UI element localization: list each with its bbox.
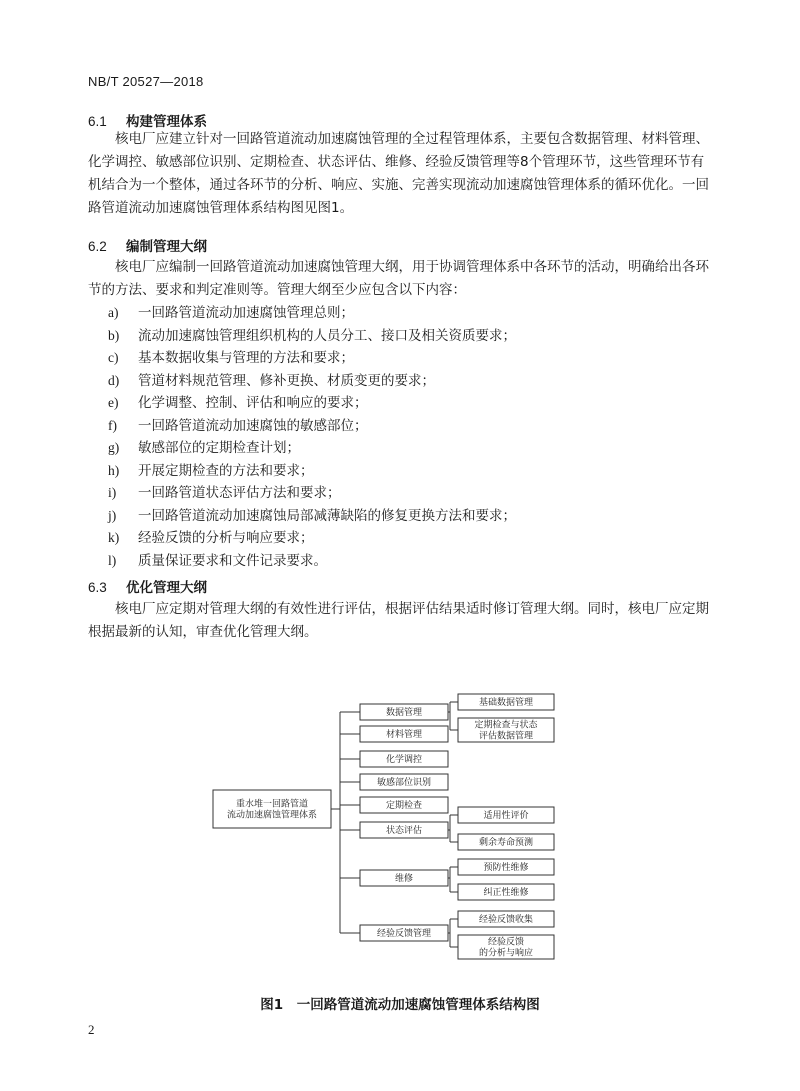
standard-code: NB/T 20527—2018: [88, 74, 204, 89]
list-marker: i): [108, 485, 117, 500]
list-marker: k): [108, 530, 120, 545]
paragraph: 核电厂应定期对管理大纲的有效性进行评估，根据评估结果适时修订管理大纲。同时，核电厂应定期根据最新的认知，审查优化管理大纲。: [88, 601, 709, 640]
list-marker: d): [108, 372, 120, 388]
section-number: 6.3: [88, 580, 107, 595]
list-marker: f): [108, 417, 117, 433]
list-item: [108, 370, 516, 393]
box-label: 流动加速腐蚀管理体系: [226, 810, 318, 821]
list-marker: b): [108, 327, 120, 343]
paragraph: 核电厂应建立针对一回路管道流动加速腐蚀管理的全过程管理体系，主要包含数据管理、材料管理、化学调控、敏感部位识别、定期检查、状态评估、维修、经验反馈管理等8个管理环节，这些管理环节有机结合为一个整体，通过各环节的分析、响应、实施、完善实现流动加速腐蚀管理体系的循环优化。一回路管道流动加速腐蚀管理体系结构图见图1。: [88, 131, 709, 216]
list-text: 一回路管道流动加速腐蚀的敏感部位；: [138, 417, 368, 434]
list-item: [108, 505, 516, 528]
box-label: 定期检查: [385, 801, 423, 811]
box-label: 状态评估: [385, 826, 423, 836]
list-text: 质量保证要求和文件记录要求。: [138, 552, 327, 569]
requirements-list: [108, 302, 516, 572]
box-label: 纠正性维修: [483, 888, 529, 898]
figure-caption: 图1 一回路管道流动加速腐蚀管理体系结构图: [260, 997, 540, 1013]
management-system-diagram: [0, 690, 800, 960]
box-label: 剩余寿命预测: [478, 838, 534, 848]
list-text: 化学调整、控制、评估和响应的要求；: [138, 395, 368, 411]
box-label: 评估数据管理: [478, 731, 534, 742]
section-heading-6-2: [88, 235, 207, 255]
list-text: 敏感部位的定期检查计划；: [138, 440, 300, 456]
list-text: 流动加速腐蚀管理组织机构的人员分工、接口及相关资质要求；: [138, 327, 516, 344]
section-title: 构建管理体系: [126, 114, 207, 130]
list-item: [108, 482, 516, 505]
list-text: 管道材料规范管理、修补更换、材质变更的要求；: [138, 372, 435, 389]
list-text: 基本数据收集与管理的方法和要求；: [138, 350, 354, 366]
list-marker: g): [108, 440, 120, 455]
list-marker: j): [108, 507, 117, 523]
list-text: 一回路管道流动加速腐蚀局部减薄缺陷的修复更换方法和要求；: [138, 507, 516, 524]
list-item: [108, 550, 516, 573]
section-title: 编制管理大纲: [126, 239, 207, 255]
box-label: 定期检查与状态: [474, 720, 538, 731]
list-item: [108, 527, 516, 550]
box-label: 维修: [394, 874, 414, 884]
box-label: 经验反馈管理: [376, 929, 432, 939]
section-heading-6-1: [88, 110, 207, 130]
box-label: 经验反馈收集: [478, 915, 534, 925]
box-label: 经验反馈: [487, 937, 525, 948]
page-number: 2: [88, 1022, 95, 1037]
list-marker: l): [108, 552, 117, 568]
list-text: 一回路管道状态评估方法和要求；: [138, 485, 341, 501]
list-item: [108, 460, 516, 483]
list-item: [108, 392, 516, 415]
list-marker: c): [108, 350, 119, 365]
list-marker: a): [108, 305, 119, 320]
list-item: [108, 415, 516, 438]
paragraph: 核电厂应编制一回路管道流动加速腐蚀管理大纲，用于协调管理体系中各环节的活动，明确给出各环节的方法、要求和判定准则等。管理大纲至少应包含以下内容：: [88, 259, 709, 298]
section-number: 6.1: [88, 114, 107, 129]
list-text: 经验反馈的分析与响应要求；: [138, 530, 314, 546]
list-marker: e): [108, 395, 119, 410]
section-title: 优化管理大纲: [126, 580, 207, 596]
box-label: 预防性维修: [483, 863, 529, 873]
list-item: [108, 325, 516, 348]
list-item: [108, 437, 516, 460]
list-item: [108, 347, 516, 370]
box-label: 数据管理: [385, 708, 423, 718]
list-item: [108, 302, 516, 325]
section-number: 6.2: [88, 239, 107, 254]
list-marker: h): [108, 462, 120, 478]
box-label: 化学调控: [385, 755, 423, 765]
box-label: 适用性评价: [483, 811, 529, 821]
box-label: 基础数据管理: [478, 698, 534, 708]
section-heading-6-3: [88, 576, 207, 596]
box-label: 重水堆一回路管道: [235, 799, 309, 810]
box-label: 的分析与响应: [478, 948, 534, 959]
box-label: 敏感部位识别: [376, 778, 432, 788]
list-text: 开展定期检查的方法和要求；: [138, 462, 314, 479]
list-text: 一回路管道流动加速腐蚀管理总则；: [138, 305, 354, 321]
box-label: 材料管理: [385, 730, 423, 740]
